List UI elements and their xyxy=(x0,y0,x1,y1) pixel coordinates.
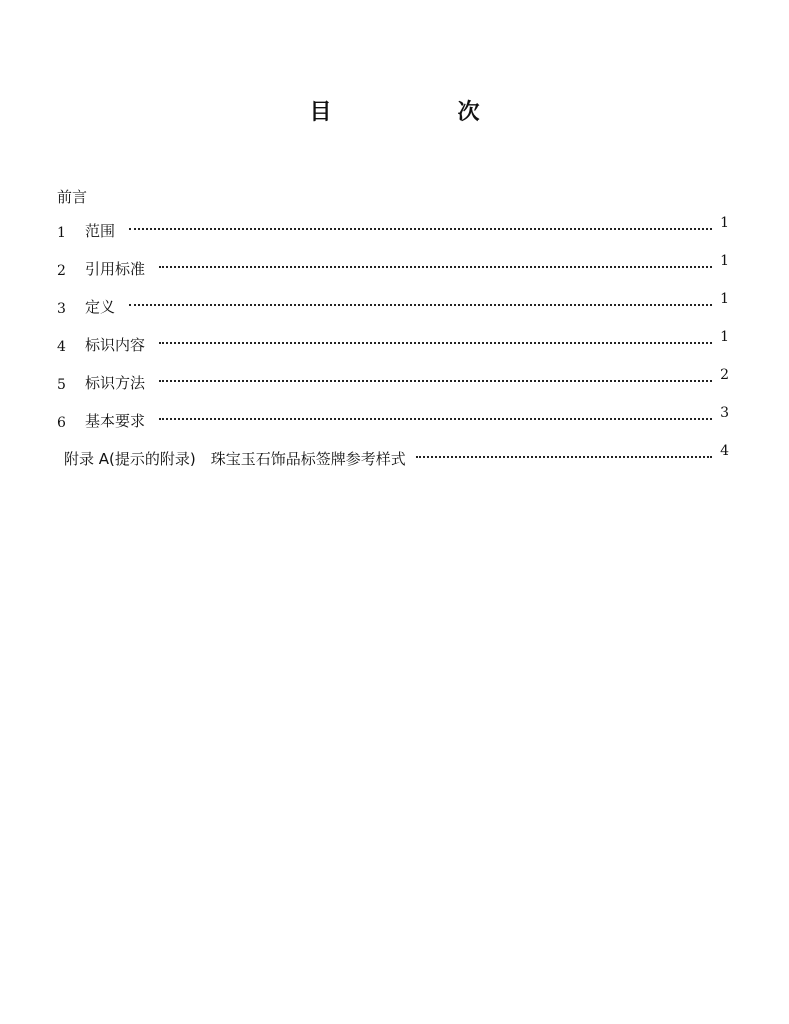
toc-entry-page: 1 xyxy=(720,215,729,231)
toc-entry-label: 引用标准 xyxy=(85,260,146,278)
toc-entry-number: 5 xyxy=(57,377,66,393)
toc-dot-leader xyxy=(129,304,712,306)
toc-entry-label: 标识方法 xyxy=(85,374,146,392)
toc-dot-leader xyxy=(159,266,712,268)
toc-entry-page: 4 xyxy=(720,443,729,459)
toc-entry-label: 基本要求 xyxy=(85,412,146,430)
toc-entry-label: 标识内容 xyxy=(85,336,146,354)
toc-entry-number: 3 xyxy=(57,301,66,317)
toc-entry-1 xyxy=(57,215,729,241)
toc-dot-leader xyxy=(159,380,712,382)
toc-entry-number: 1 xyxy=(57,225,66,241)
toc-entry-number: 4 xyxy=(57,339,66,355)
toc-entry-page: 2 xyxy=(720,367,729,383)
toc-entry-label: 定义 xyxy=(85,298,116,316)
toc-entry-2 xyxy=(57,253,729,279)
toc-preface: 前言 xyxy=(57,188,88,206)
toc-entry-page: 1 xyxy=(720,291,729,307)
toc-entry-appendix-a xyxy=(64,443,729,469)
toc-entry-label: 范围 xyxy=(85,222,116,240)
page-title: 目 次 xyxy=(309,100,532,125)
toc-entry-3 xyxy=(57,291,729,317)
toc-entry-page: 1 xyxy=(720,329,729,345)
toc-entry-4 xyxy=(57,329,729,355)
toc-dot-leader xyxy=(129,228,712,230)
toc-entry-number: 6 xyxy=(57,415,66,431)
toc-dot-leader xyxy=(159,342,712,344)
toc-dot-leader xyxy=(416,456,712,458)
toc-entry-page: 1 xyxy=(720,253,729,269)
toc-entry-6 xyxy=(57,405,729,431)
toc-entry-page: 3 xyxy=(720,405,729,421)
toc-entry-number: 2 xyxy=(57,263,66,279)
toc-entry-5 xyxy=(57,367,729,393)
toc-entry-label: 附录 A(提示的附录) 珠宝玉石饰品标签牌参考样式 xyxy=(64,450,406,468)
toc-dot-leader xyxy=(159,418,712,420)
